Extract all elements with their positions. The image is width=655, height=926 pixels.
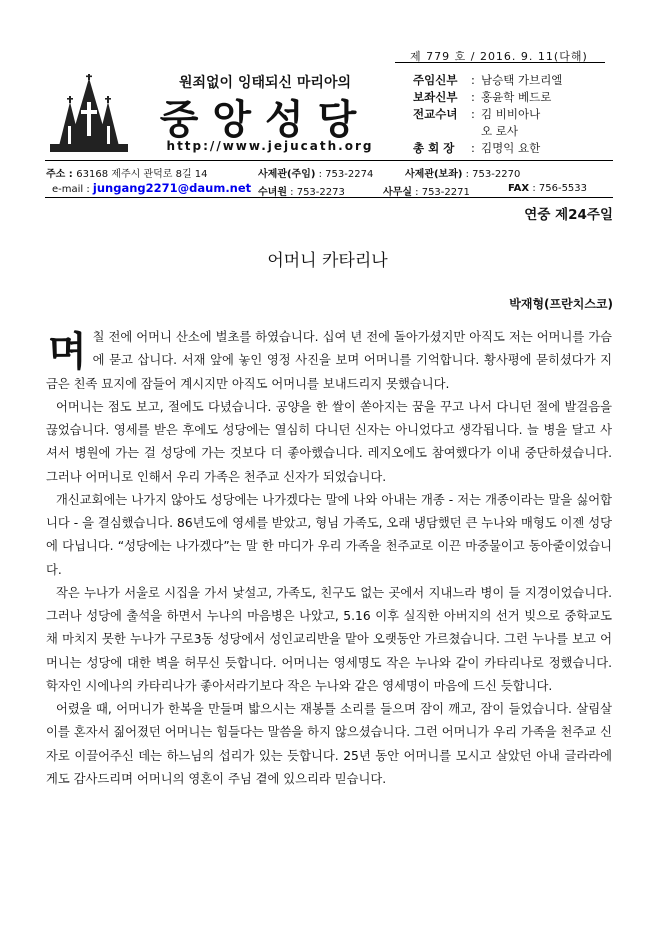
staff-role: 전교수녀 xyxy=(413,107,458,121)
info-divider xyxy=(45,197,613,198)
article-author: 박재형(프란치스코) xyxy=(509,297,613,311)
staff-role xyxy=(413,123,471,140)
staff-row xyxy=(413,72,613,89)
convent-phone: 수녀원 : 753-2273 xyxy=(258,187,345,198)
staff-row xyxy=(413,123,613,140)
staff-role: 총 회 장 xyxy=(413,141,455,155)
assistant-rectory-phone: 사제관(보좌) : 753-2270 xyxy=(405,169,521,180)
article-body xyxy=(46,326,612,791)
church-url-link[interactable]: http://www.jejucath.org xyxy=(166,139,374,153)
email: e-mail : jungang2271@daum.net xyxy=(52,181,252,195)
staff-colon: : xyxy=(471,90,475,104)
church-logo-icon xyxy=(48,74,130,154)
paragraph: 어머니는 점도 보고, 절에도 다녔습니다. 공양을 한 쌀이 쏟아지는 꿈을 꾸고 나서 다니던 절에 발걸음을 끊었습니다. 영세를 받은 후에도 성당에는 열심히 다니던 신자는 아니었다고 생각됩니다. 늘 병을 달고 사셔서 병원에 가는 걸 성당에 가는 것보다 더 좋아했습니다. 레지오에도 참여했다가 이내 중단하셨습니다. 그러나 어머니로 인해서 우리 가족은 천주교 신자가 되었습니다. xyxy=(46,399,612,484)
staff-name: 김명익 요한 xyxy=(481,141,541,155)
staff-name: 홍윤학 베드로 xyxy=(481,90,552,104)
article-title: 어머니 카타리나 xyxy=(267,251,388,271)
office-phone: 사무실 : 753-2271 xyxy=(383,187,470,198)
liturgical-sunday: 연중 제24주일 xyxy=(524,207,613,223)
staff-role: 보좌신부 xyxy=(413,90,458,104)
fax-number: FAX : 756-5533 xyxy=(508,183,588,194)
staff-row xyxy=(413,89,613,106)
address: 주소 : 63168 제주시 관덕로 8길 14 xyxy=(46,169,208,180)
paragraph: 며칠 전에 어머니 산소에 벌초를 하였습니다. 십여 년 전에 돌아가셨지만 아직도 저는 어머니를 가슴에 묻고 삽니다. 서재 앞에 놓인 영정 사진을 보며 어머니를 기억합니다. 황사평에 묻히셨다가 지금은 친족 묘지에 잠들어 계시지만 아직도 어머니를 보내드리지 못했습니다. xyxy=(46,329,612,391)
church-name: 중앙성당 xyxy=(159,97,371,143)
tagline: 원죄없이 잉태되신 마리아의 xyxy=(178,75,352,91)
email-link[interactable]: jungang2271@daum.net xyxy=(92,181,252,195)
header-divider xyxy=(45,160,613,161)
issue-number: 제 779 호 / 2016. 9. 11(다해) xyxy=(410,50,588,63)
staff-name: 남승택 가브리엘 xyxy=(481,73,563,87)
rectory-phone: 사제관(주임) : 753-2274 xyxy=(258,169,374,180)
staff-colon: : xyxy=(471,107,475,121)
staff-name: 오 로사 xyxy=(481,124,518,138)
paragraph: 어렸을 때, 어머니가 한복을 만들며 밟으시는 재봉틀 소리를 들으며 잠이 깨고, 잠이 들었습니다. 살림살이를 혼자서 짊어졌던 어머니는 힘들다는 말씀을 하지 않으셨습니다. 그런 어머니가 우리 가족을 천주교 신자로 이끌어주신 데는 하느님의 섭리가 있는 듯합니다. 25년 동안 어머니를 모시고 살았던 아내 글라라에게도 감사드리며 어머니의 영혼이 주님 곁에 있으리라 믿습니다. xyxy=(46,702,612,786)
staff-role: 주임신부 xyxy=(413,73,458,87)
drop-cap: 며 xyxy=(48,329,87,375)
issue-divider xyxy=(395,62,605,63)
staff-name: 김 비비아나 xyxy=(481,107,541,121)
staff-list xyxy=(413,72,613,157)
staff-row xyxy=(413,140,613,157)
staff-colon: : xyxy=(471,141,475,155)
paragraph: 개신교회에는 나가지 않아도 성당에는 나가겠다는 말에 나와 아내는 개종 - 저는 개종이라는 말을 싫어합니다 - 을 결심했습니다. 86년도에 영세를 받았고, 형님 가족도, 오래 냉담했던 큰 누나와 매형도 이젠 성당에 다닙니다. “성당에는 나가겠다”는 말 한 마디가 우리 가족을 천주교로 이끈 마중물이고 동아줄이었습니다. xyxy=(46,492,612,577)
staff-colon: : xyxy=(471,73,475,87)
staff-row xyxy=(413,106,613,123)
paragraph: 작은 누나가 서울로 시집을 가서 낯설고, 가족도, 친구도 없는 곳에서 지내느라 병이 들 지경이었습니다. 그러나 성당에 출석을 하면서 누나의 마음병은 나았고, 5.16 이후 실직한 아버지의 선거 빚으로 중학교도 채 마치지 못한 누나가 구로3동 성당에서 성인교리반을 맡아 오랫동안 가르쳤습니다. 그런 누나를 보고 어머니는 성당에 대한 벽을 허무신 듯합니다. 어머니는 영세명도 작은 누나와 같이 카타리나로 정했습니다. 학자인 시에나의 카타리나가 좋아서라기보다 작은 누나와 같은 영세명이 마음에 드신 듯합니다. xyxy=(46,585,612,693)
